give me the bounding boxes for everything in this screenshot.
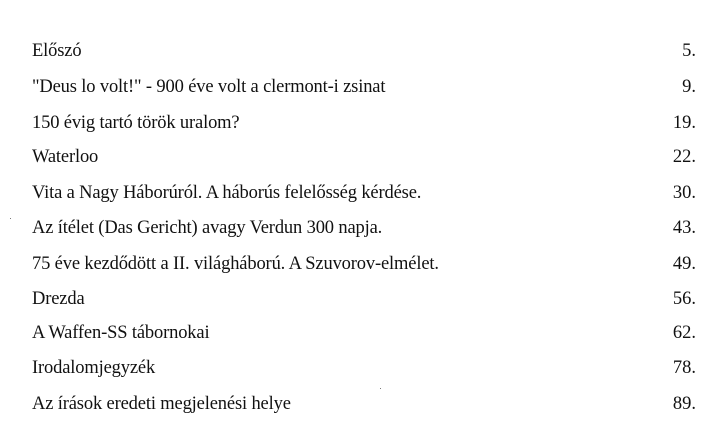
toc-entry-page: 19. [672, 113, 696, 133]
scan-speck [10, 218, 11, 219]
toc-entry-title: "Deus lo volt!" - 900 éve volt a clermont-i zsinat [32, 77, 386, 97]
toc-entry-title: 75 éve kezdődött a II. világháború. A Szuvorov-elmélet. [32, 254, 439, 274]
toc-entry-title: Előszó [32, 41, 82, 61]
toc-entry-title: 150 évig tartó török uralom? [32, 113, 240, 133]
toc-entry-page: 43. [672, 218, 696, 238]
toc-entry [32, 74, 696, 100]
toc-entry-title: Drezda [32, 289, 85, 309]
toc-entry [32, 320, 696, 346]
toc-entry-page: 9. [682, 77, 696, 97]
toc-entry-title: Az ítélet (Das Gericht) avagy Verdun 300 napja. [32, 218, 383, 238]
toc-entry [32, 215, 696, 241]
toc-entry [32, 251, 696, 277]
toc-entry [32, 391, 696, 417]
toc-entry-page: 30. [672, 183, 696, 203]
toc-entry-title: Irodalomjegyzék [32, 358, 156, 378]
toc-entry-page: 5. [682, 41, 696, 61]
toc-entry-page: 89. [672, 394, 696, 414]
toc-entry [32, 355, 696, 381]
toc-entry [32, 38, 696, 64]
toc-entry-page: 49. [672, 254, 696, 274]
toc-entry-title: Az írások eredeti megjelenési helye [32, 394, 291, 414]
toc-entry-page: 62. [672, 323, 696, 343]
toc-entry [32, 110, 696, 136]
toc-entry [32, 286, 696, 312]
toc-entry-title: Vita a Nagy Háborúról. A háborús felelősség kérdése. [32, 183, 422, 203]
toc-entry-title: Waterloo [32, 147, 99, 167]
toc-entry-page: 56. [672, 289, 696, 309]
scan-speck [380, 388, 381, 389]
toc-entry-page: 78. [672, 358, 696, 378]
toc-entry [32, 180, 696, 206]
toc-entry-title: A Waffen-SS tábornokai [32, 323, 210, 343]
toc-entry [32, 144, 696, 170]
toc-entry-page: 22. [672, 147, 696, 167]
